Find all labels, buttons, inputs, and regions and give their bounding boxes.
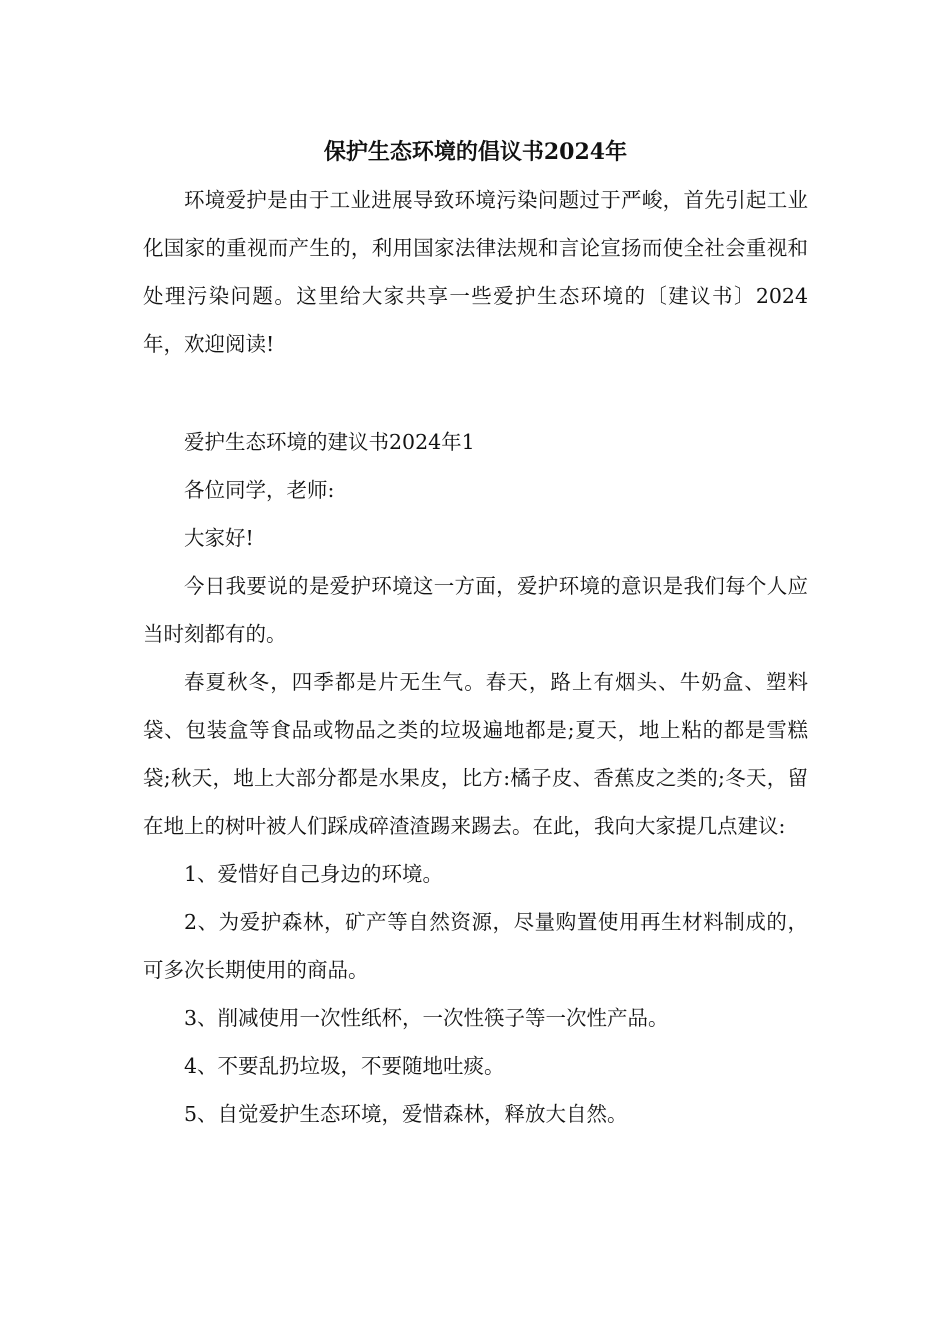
intro-paragraph: 环境爱护是由于工业进展导致环境污染问题过于严峻，首先引起工业化国家的重视而产生的，利用国家法律法规和言论宣扬而使全社会重视和处理污染问题。这里给大家共享一些爱护生态环境的〔建议书〕2024年，欢迎阅读! <box>143 188 808 356</box>
greeting-line: 各位同学，老师: <box>184 478 335 502</box>
body-paragraph-2: 春夏秋冬，四季都是片无生气。春天，路上有烟头、牛奶盒、塑料袋、包装盒等食品或物品之类的垃圾遍地都是;夏天，地上粘的都是雪糕袋;秋天，地上大部分都是水果皮，比方:橘子皮、香蕉皮之类的;冬天，留在地上的树叶被人们踩成碎渣渣踢来踢去。在此，我向大家提几点建议: <box>143 670 808 838</box>
document-title: 保护生态环境的倡议书2024年 <box>323 139 628 165</box>
list-item: 3、削减使用一次性纸杯，一次性筷子等一次性产品。 <box>184 1006 669 1030</box>
paragraph-gap <box>143 368 808 418</box>
list-item: 1、爱惜好自己身边的环境。 <box>184 862 444 886</box>
section-heading: 爱护生态环境的建议书2024年1 <box>184 430 475 454</box>
document-body <box>143 128 808 1138</box>
body-paragraph-1: 今日我要说的是爱护环境这一方面，爱护环境的意识是我们每个人应当时刻都有的。 <box>143 574 808 646</box>
list-item: 5、自觉爱护生态环境，爱惜森林，释放大自然。 <box>184 1102 628 1126</box>
list-item: 2、为爱护森林，矿产等自然资源，尽量购置使用再生材料制成的，可多次长期使用的商品。 <box>143 910 808 982</box>
hello-line: 大家好! <box>184 526 254 550</box>
list-item: 4、不要乱扔垃圾，不要随地吐痰。 <box>184 1054 505 1078</box>
